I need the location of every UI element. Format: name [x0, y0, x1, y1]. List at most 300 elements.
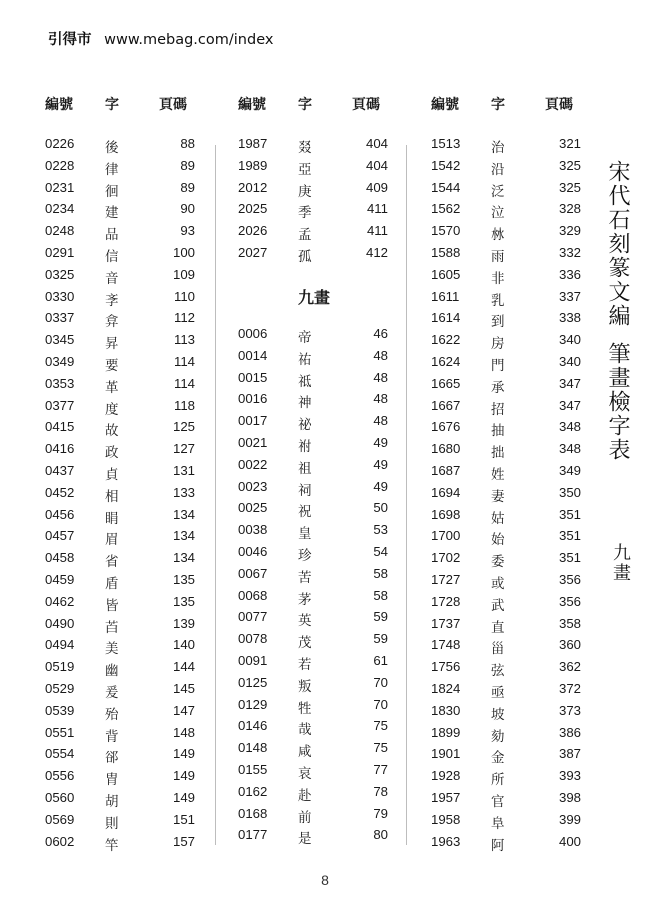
- entry-page: 356: [558, 571, 581, 587]
- entry-page: 48: [373, 369, 388, 385]
- entry-character: 爰: [105, 684, 119, 701]
- entry-code: 0452: [45, 484, 75, 500]
- side-title: [597, 160, 637, 490]
- entry-code: 1824: [431, 680, 461, 696]
- entry-page: 75: [373, 718, 388, 734]
- entry-page: 340: [558, 332, 581, 348]
- entry-page: 70: [373, 696, 388, 712]
- entry-page: 89: [180, 157, 195, 173]
- entry-page: 362: [558, 659, 581, 675]
- entry-code: 0067: [238, 565, 268, 581]
- entry-character: 神: [298, 395, 312, 412]
- entry-character: 阿: [491, 837, 505, 854]
- entry-character: 皇: [298, 526, 312, 543]
- entry-page: 409: [365, 179, 388, 195]
- entry-code: 1989: [238, 157, 268, 173]
- entry-page: 49: [373, 478, 388, 494]
- entry-code: 0129: [238, 696, 268, 712]
- entry-character: 泣: [491, 205, 505, 222]
- entry-code: 0078: [238, 631, 268, 647]
- header-char: 字: [491, 97, 505, 113]
- entry-code: 1899: [431, 724, 461, 740]
- entry-page: 336: [558, 266, 581, 282]
- entry-page: 157: [172, 833, 195, 849]
- entry-code: 1748: [431, 637, 461, 653]
- entry-character: 政: [105, 445, 119, 462]
- entry-character: 祠: [298, 482, 312, 499]
- entry-character: 牲: [298, 700, 312, 717]
- entry-character: 幽: [105, 663, 119, 680]
- entry-page: 140: [172, 637, 195, 653]
- entry-character: 武: [491, 597, 505, 614]
- entry-character: 哀: [298, 765, 312, 782]
- entry-code: 0155: [238, 761, 268, 777]
- entry-page: 58: [373, 565, 388, 581]
- entry-code: 1665: [431, 375, 461, 391]
- entry-code: 0539: [45, 702, 75, 718]
- entry-character: 後: [105, 140, 119, 156]
- entry-page: 54: [373, 543, 388, 559]
- entry-page: 151: [172, 811, 195, 827]
- entry-character: 茂: [298, 635, 312, 652]
- entry-character: 祐: [298, 351, 312, 368]
- entry-code: 1728: [431, 593, 461, 609]
- entry-character: 度: [105, 401, 119, 418]
- entry-page: 53: [373, 522, 388, 538]
- entry-code: 0248: [45, 223, 75, 239]
- entry-code: 0017: [238, 413, 268, 429]
- entry-code: 1680: [431, 441, 461, 457]
- entry-page: 349: [558, 462, 581, 478]
- entry-page: 109: [172, 266, 195, 282]
- entry-page: 49: [373, 456, 388, 472]
- entry-page: 127: [172, 441, 195, 457]
- entry-code: 1963: [431, 833, 461, 849]
- entry-page: 110: [173, 288, 195, 304]
- entry-page: 149: [172, 746, 195, 762]
- entry-code: 0462: [45, 593, 75, 609]
- entry-code: 2025: [238, 201, 268, 217]
- entry-character: 前: [298, 809, 312, 826]
- entry-code: 1667: [431, 397, 461, 413]
- entry-code: 1756: [431, 659, 461, 675]
- entry-character: 眉: [105, 532, 119, 549]
- entry-character: 泛: [491, 183, 505, 200]
- entry-code: 1624: [431, 353, 461, 369]
- page-header: [48, 28, 273, 49]
- entry-character: 妻: [491, 488, 505, 505]
- entry-character: 官: [491, 793, 505, 810]
- entry-character: 斈: [105, 292, 119, 309]
- entry-character: 甾: [491, 641, 505, 658]
- entry-code: 1676: [431, 419, 461, 435]
- entry-page: 48: [373, 413, 388, 429]
- entry-code: 0456: [45, 506, 75, 522]
- entry-page: 139: [172, 615, 195, 631]
- entry-page: 351: [558, 550, 581, 566]
- entry-page: 373: [558, 702, 581, 718]
- entry-page: 411: [366, 201, 388, 217]
- entry-page: 133: [172, 484, 195, 500]
- entry-character: 承: [491, 379, 505, 396]
- entry-code: 0231: [45, 179, 75, 195]
- entry-code: 1513: [431, 136, 461, 151]
- entry-character: 叛: [298, 678, 312, 695]
- entry-page: 329: [558, 223, 581, 239]
- entry-page: 340: [558, 353, 581, 369]
- entry-code: 1957: [431, 789, 461, 805]
- entry-code: 0519: [45, 659, 75, 675]
- entry-character: 故: [105, 423, 119, 440]
- entry-code: 1702: [431, 550, 461, 566]
- entry-character: 委: [491, 554, 505, 571]
- entry-page: 148: [172, 724, 195, 740]
- entry-code: 1614: [431, 310, 461, 326]
- entry-page: 90: [180, 201, 195, 217]
- entry-code: 0353: [45, 375, 75, 391]
- entry-page: 50: [373, 500, 388, 516]
- entry-character: 品: [105, 227, 119, 244]
- entry-code: 0022: [238, 456, 268, 472]
- entry-page: 112: [173, 310, 195, 326]
- entry-character: 孤: [298, 248, 312, 265]
- entry-code: 0459: [45, 571, 75, 587]
- entry-character: 郤: [105, 750, 119, 767]
- entry-code: 0148: [238, 740, 268, 756]
- entry-page: 356: [558, 593, 581, 609]
- entry-page: 321: [558, 136, 581, 151]
- entry-character: 或: [491, 575, 505, 592]
- entry-page: 88: [180, 136, 195, 151]
- entry-code: 0125: [238, 674, 268, 690]
- entry-page: 398: [558, 789, 581, 805]
- header-page: 頁碼: [545, 97, 573, 113]
- entry-page: 351: [558, 528, 581, 544]
- entry-character: 姓: [491, 466, 505, 483]
- entry-code: 0349: [45, 353, 75, 369]
- entry-code: 0226: [45, 136, 75, 151]
- entry-code: 0228: [45, 157, 75, 173]
- entry-character: 庚: [298, 183, 312, 200]
- entry-page: 360: [558, 637, 581, 653]
- entry-code: 1687: [431, 462, 461, 478]
- entry-code: 1727: [431, 571, 461, 587]
- entry-code: 2027: [238, 244, 268, 260]
- entry-page: 59: [373, 631, 388, 647]
- section-heading: 九畫: [298, 288, 331, 307]
- entry-page: 411: [366, 223, 388, 239]
- entry-character: 招: [491, 401, 505, 418]
- header-page: 頁碼: [159, 97, 187, 113]
- entry-code: 1544: [431, 179, 461, 195]
- entry-code: 0023: [238, 478, 268, 494]
- entry-code: 0416: [45, 441, 75, 457]
- entry-character: 亟: [491, 684, 505, 701]
- entry-character: 茅: [298, 591, 312, 608]
- entry-character: 姑: [491, 510, 505, 527]
- header-code: 編號: [431, 97, 459, 113]
- entry-character: 季: [298, 205, 312, 222]
- entry-page: 351: [558, 506, 581, 522]
- entry-page: 404: [365, 136, 388, 151]
- entry-character: 建: [105, 205, 119, 222]
- entry-code: 0325: [45, 266, 75, 282]
- entry-page: 347: [558, 375, 581, 391]
- entry-page: 131: [172, 462, 195, 478]
- entry-page: 135: [172, 593, 195, 609]
- entry-character: 竿: [105, 837, 119, 854]
- entry-page: 46: [373, 326, 388, 341]
- entry-character: 若: [298, 656, 312, 673]
- entry-character: 劾: [491, 728, 505, 745]
- entry-character: 美: [105, 641, 119, 658]
- entry-character: 苩: [105, 619, 119, 636]
- entry-character: 祝: [298, 504, 312, 521]
- entry-character: 胡: [105, 793, 119, 810]
- entry-page: 79: [373, 805, 388, 821]
- entry-character: 沝: [491, 227, 505, 244]
- column-divider: [215, 145, 216, 845]
- entry-character: 革: [105, 379, 119, 396]
- entry-page: 325: [558, 179, 581, 195]
- entry-page: 372: [558, 680, 581, 696]
- entry-code: 1830: [431, 702, 461, 718]
- entry-character: 雨: [491, 248, 505, 265]
- entry-page: 59: [373, 609, 388, 625]
- entry-code: 0162: [238, 783, 268, 799]
- entry-character: 非: [491, 270, 505, 287]
- header-page: 頁碼: [352, 97, 380, 113]
- entry-code: 1958: [431, 811, 461, 827]
- entry-page: 348: [558, 441, 581, 457]
- entry-code: 0345: [45, 332, 75, 348]
- entry-character: 到: [491, 314, 505, 331]
- entry-code: 0016: [238, 391, 268, 407]
- entry-code: 1700: [431, 528, 461, 544]
- entry-page: 350: [558, 484, 581, 500]
- entry-character: 祗: [298, 373, 312, 390]
- entry-page: 404: [365, 157, 388, 173]
- entry-code: 1570: [431, 223, 461, 239]
- entry-character: 赴: [298, 787, 312, 804]
- entry-page: 48: [373, 347, 388, 363]
- entry-code: 0457: [45, 528, 75, 544]
- entry-page: 134: [172, 506, 195, 522]
- entry-page: 338: [558, 310, 581, 326]
- entry-code: 0551: [45, 724, 75, 740]
- side-title-line-2: 筆畫檢字表: [605, 342, 630, 462]
- entry-page: 100: [172, 244, 195, 260]
- entry-page: 393: [558, 768, 581, 784]
- entry-page: 75: [373, 740, 388, 756]
- entry-page: 114: [173, 353, 195, 369]
- entry-character: 金: [491, 750, 505, 767]
- entry-code: 0377: [45, 397, 75, 413]
- brand-name: 引得市: [48, 31, 92, 48]
- entry-code: 1611: [431, 288, 460, 304]
- entry-code: 1562: [431, 201, 461, 217]
- entry-page: 78: [373, 783, 388, 799]
- entry-code: 2012: [238, 179, 268, 195]
- entry-character: 信: [105, 248, 119, 265]
- entry-code: 0014: [238, 347, 268, 363]
- entry-character: 坡: [491, 706, 505, 723]
- entry-character: 拙: [491, 445, 505, 462]
- entry-character: 阜: [491, 815, 505, 832]
- entry-page: 134: [172, 528, 195, 544]
- entry-code: 0458: [45, 550, 75, 566]
- entry-page: 145: [172, 680, 195, 696]
- entry-code: 0569: [45, 811, 75, 827]
- entry-code: 1622: [431, 332, 461, 348]
- entry-page: 386: [558, 724, 581, 740]
- entry-character: 睊: [105, 510, 119, 527]
- entry-character: 直: [491, 619, 505, 636]
- entry-code: 0068: [238, 587, 268, 603]
- entry-page: 328: [558, 201, 581, 217]
- entry-character: 弦: [491, 663, 505, 680]
- entry-page: 58: [373, 587, 388, 603]
- entry-character: 所: [491, 772, 505, 789]
- entry-page: 412: [365, 244, 388, 260]
- entry-code: 0077: [238, 609, 268, 625]
- entry-code: 0330: [45, 288, 75, 304]
- entry-page: 387: [558, 746, 581, 762]
- entry-character: 帝: [298, 330, 312, 346]
- entry-code: 0560: [45, 789, 75, 805]
- entry-page: 89: [180, 179, 195, 195]
- entry-character: 昇: [105, 336, 119, 353]
- header-code: 編號: [238, 97, 266, 113]
- entry-code: 1588: [431, 244, 461, 260]
- entry-code: 0146: [238, 718, 268, 734]
- entry-code: 0556: [45, 768, 75, 784]
- entry-character: 孟: [298, 227, 312, 244]
- entry-page: 48: [373, 391, 388, 407]
- site-url[interactable]: www.mebag.com/index: [104, 32, 274, 48]
- entry-code: 0168: [238, 805, 268, 821]
- entry-code: 1694: [431, 484, 461, 500]
- entry-character: 胄: [105, 772, 119, 789]
- entry-character: 省: [105, 554, 119, 571]
- entry-character: 音: [105, 270, 119, 287]
- entry-page: 49: [373, 434, 388, 450]
- side-title-line-1: 宋代石刻篆文編: [605, 160, 630, 328]
- entry-code: 1901: [431, 746, 461, 762]
- entry-page: 399: [558, 811, 581, 827]
- header-code: 編號: [45, 97, 73, 113]
- column-divider: [406, 145, 407, 845]
- entry-page: 149: [172, 789, 195, 805]
- page-number: 8: [321, 872, 329, 888]
- entry-code: 0006: [238, 326, 268, 341]
- entry-code: 0046: [238, 543, 268, 559]
- entry-character: 咸: [298, 744, 312, 761]
- entry-character: 貞: [105, 466, 119, 483]
- entry-code: 0490: [45, 615, 75, 631]
- entry-page: 147: [172, 702, 195, 718]
- entry-code: 1542: [431, 157, 461, 173]
- entry-character: 英: [298, 613, 312, 630]
- entry-character: 徊: [105, 183, 119, 200]
- entry-code: 0291: [45, 244, 75, 260]
- entry-code: 0234: [45, 201, 75, 217]
- entry-code: 1737: [431, 615, 461, 631]
- entry-page: 337: [558, 288, 581, 304]
- header-char: 字: [105, 97, 119, 113]
- entry-page: 80: [373, 827, 388, 843]
- entry-page: 325: [558, 157, 581, 173]
- entry-page: 400: [558, 833, 581, 849]
- entry-page: 118: [173, 397, 195, 413]
- entry-character: 乳: [491, 292, 505, 309]
- entry-code: 0415: [45, 419, 75, 435]
- entry-page: 347: [558, 397, 581, 413]
- entry-code: 0494: [45, 637, 75, 653]
- entry-character: 抽: [491, 423, 505, 440]
- entry-character: 背: [105, 728, 119, 745]
- entry-page: 77: [373, 761, 388, 777]
- entry-character: 相: [105, 488, 119, 505]
- entry-character: 祔: [298, 438, 312, 455]
- entry-character: 律: [105, 161, 119, 178]
- entry-character: 是: [298, 831, 312, 848]
- entry-code: 1605: [431, 266, 461, 282]
- header-char: 字: [298, 97, 312, 113]
- entry-page: 149: [172, 768, 195, 784]
- entry-page: 144: [172, 659, 195, 675]
- entry-code: 2026: [238, 223, 268, 239]
- entry-code: 0021: [238, 434, 268, 450]
- entry-character: 殆: [105, 706, 119, 723]
- entry-code: 0025: [238, 500, 268, 516]
- entry-page: 125: [172, 419, 195, 435]
- entry-character: 苦: [298, 569, 312, 586]
- entry-character: 治: [491, 140, 505, 156]
- entry-code: 0529: [45, 680, 75, 696]
- entry-character: 則: [105, 815, 119, 832]
- entry-character: 門: [491, 357, 505, 374]
- entry-page: 113: [173, 332, 195, 348]
- entry-character: 皆: [105, 597, 119, 614]
- entry-code: 0337: [45, 310, 75, 326]
- entry-code: 0437: [45, 462, 75, 478]
- entry-code: 0177: [238, 827, 268, 843]
- entry-code: 1698: [431, 506, 461, 522]
- entry-code: 0038: [238, 522, 268, 538]
- entry-character: 房: [491, 336, 505, 353]
- entry-code: 0091: [238, 652, 268, 668]
- entry-code: 0602: [45, 833, 75, 849]
- entry-page: 135: [172, 571, 195, 587]
- entry-page: 348: [558, 419, 581, 435]
- entry-code: 0015: [238, 369, 268, 385]
- entry-character: 祖: [298, 460, 312, 477]
- entry-code: 0554: [45, 746, 75, 762]
- entry-character: 盾: [105, 575, 119, 592]
- entry-character: 珍: [298, 547, 312, 564]
- entry-character: 叕: [298, 140, 312, 156]
- entry-page: 70: [373, 674, 388, 690]
- entry-page: 358: [558, 615, 581, 631]
- entry-page: 93: [180, 223, 195, 239]
- entry-page: 332: [558, 244, 581, 260]
- entry-page: 114: [173, 375, 195, 391]
- entry-code: 1928: [431, 768, 461, 784]
- entry-character: 亞: [298, 161, 312, 178]
- entry-character: 始: [491, 532, 505, 549]
- entry-character: 要: [105, 357, 119, 374]
